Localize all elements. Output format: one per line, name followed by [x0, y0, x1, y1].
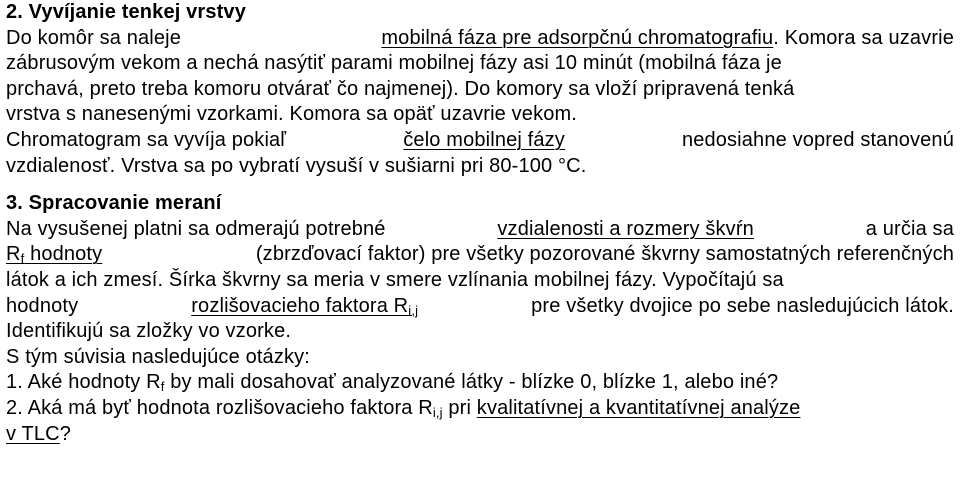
text-fragment: hodnoty: [6, 294, 79, 317]
section-2-line-1: [6, 26, 954, 52]
section-3-line-1: [6, 217, 954, 243]
section-3-line-5: Identifikujú sa zložky vo vzorke.: [6, 320, 292, 343]
section-3-line-3: látok a ich zmesí. Šírka škvrny sa meria v smere vzlínania mobilnej fázy. Vypočítajú sa: [6, 268, 784, 291]
resolution-factor-term: rozlišovacieho faktora $R_{i,j}$: [191, 294, 419, 318]
tlc-term: v TLC: [6, 422, 60, 445]
section-2-line-2: zábrusovým vekom a nechá nasýtiť parami mobilnej fázy asi 10 minút (mobilná fáza je: [6, 52, 782, 75]
section-2-line-5: [6, 128, 954, 154]
distances-term: vzdialenosti a rozmery škvŕn: [497, 217, 754, 240]
solvent-front-term: čelo mobilnej fázy: [403, 128, 565, 151]
analysis-term: kvalitatívnej a kvantitatívnej analýze: [476, 396, 801, 419]
section-3-heading: 3. Spracovanie meraní: [6, 192, 222, 215]
question-1: 1. Aké hodnoty $R_f$ by mali dosahovať analyzované látky - blízke 0, blízke 1, alebo iné?: [6, 371, 779, 395]
section-3-line-6: S tým súvisia nasledujúce otázky:: [6, 345, 310, 368]
question-2-continued: v TLC?: [6, 422, 72, 445]
text-fragment: Na vysušenej platni sa odmerajú potrebné: [6, 217, 386, 240]
section-2-line-3: prchavá, preto treba komoru otvárať čo najmenej). Do komory sa vloží pripravená tenká: [6, 77, 795, 100]
text-fragment: (zbrzďovací faktor) pre všetky pozorované škvrny samostatných referenčných: [255, 243, 954, 266]
text-fragment: Chromatogram sa vyvíja pokiaľ: [6, 128, 287, 151]
text-fragment: Do komôr sa naleje: [6, 26, 182, 49]
section-2-line-6: vzdialenosť. Vrstva sa po vybratí vysuší v sušiarni pri 80-100 °C.: [6, 154, 587, 177]
section-3-line-2: [6, 242, 954, 268]
text-fragment: . Komora sa uzavrie: [773, 26, 954, 49]
text-fragment: nedosiahne vopred stanovenú: [681, 128, 954, 151]
section-2-line-4: vrstva s nanesenými vzorkami. Komora sa opäť uzavrie vekom.: [6, 103, 578, 126]
text-fragment: a určia sa: [865, 217, 954, 240]
mobile-phase-term: mobilná fáza pre adsorpčnú chromatografiu: [381, 26, 774, 49]
section-2-heading: 2. Vyvíjanie tenkej vrstvy: [6, 1, 246, 23]
text-fragment: pre všetky dvojice po sebe nasledujúcich látok.: [531, 294, 954, 317]
section-3-line-4: [6, 294, 954, 320]
question-2: 2. Aká má byť hodnota rozlišovacieho faktora $R_{i,j}$ pri kvalitatívnej a kvantitatívnej analýze: [6, 396, 801, 420]
rf-term: $R_f$ hodnoty: [6, 243, 103, 267]
